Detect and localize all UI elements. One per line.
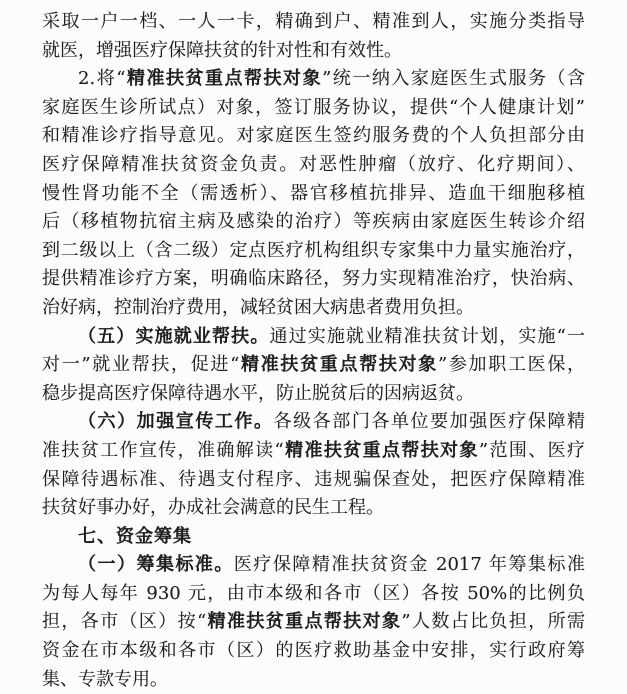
body-text: 提供精准诊疗方案，明确临床路径，努力实现精准治疗，快治病、 xyxy=(42,268,585,290)
text-line xyxy=(42,94,585,123)
text-line xyxy=(42,294,585,323)
emphasis-text: 七、资金筹集 xyxy=(78,525,192,547)
body-text: 和精准诊疗指导意见。对家庭医生签约服务费的个人负担部分由 xyxy=(42,125,585,147)
text-line xyxy=(42,8,585,37)
body-text: 后（移植物抗宿主病及感染的治疗）等疾病由家庭医生转诊介绍 xyxy=(42,211,585,233)
body-text: 家庭医生诊所试点）对象，签订服务协议，提供“个人健康计划” xyxy=(42,96,585,118)
text-line xyxy=(42,408,585,437)
body-text: 2.将“ xyxy=(78,68,126,90)
body-text: 治好病，控制治疗费用，减轻贫困大病患者费用负担。 xyxy=(42,296,474,318)
text-line xyxy=(42,437,585,466)
text-line xyxy=(42,37,585,66)
text-line xyxy=(42,637,585,666)
body-text: 慢性肾功能不全（需透析）、器官移植抗排异、造血干细胞移植 xyxy=(42,182,585,204)
body-text: 医疗保障精准扶贫资金负责。对恶性肿瘤（放疗、化疗期间）、 xyxy=(42,153,585,175)
text-line xyxy=(42,351,585,380)
body-text: 保障待遇标准、待遇支付程序、违规骗保查处，把医疗保障精准 xyxy=(42,468,585,490)
text-line xyxy=(42,180,585,209)
text-line xyxy=(42,380,585,409)
body-text: ”统一纳入家庭医生式服务（含 xyxy=(322,68,585,90)
body-text: 担，各市（区）按“ xyxy=(42,611,207,633)
text-line xyxy=(42,265,585,294)
text-line xyxy=(42,65,585,94)
text-line xyxy=(42,323,585,352)
body-text: 到二级以上（含二级）定点医疗机构组织专家集中力量实施治疗， xyxy=(42,239,585,261)
body-text: 资金在市本级和各市（区）的医疗救助基金中安排，实行政府筹 xyxy=(42,640,585,662)
emphasis-text: （五）实施就业帮扶。 xyxy=(78,325,270,347)
emphasis-text: （一）筹集标准。 xyxy=(78,554,234,576)
text-line xyxy=(42,666,585,694)
body-text: 医疗保障精准扶贫资金 2017 年筹集标准 xyxy=(233,554,585,576)
body-text: 为每人每年 930 元，由市本级和各市（区）各按 50%的比例负 xyxy=(42,582,585,604)
body-text: 稳步提高医疗保障待遇水平，防止脱贫后的因病返贫。 xyxy=(42,382,474,404)
text-line xyxy=(42,494,585,523)
text-line xyxy=(42,122,585,151)
body-text: 采取一户一档、一人一卡，精确到户、精准到人，实施分类指导 xyxy=(42,11,585,32)
body-text: 各级各部门各单位要加强医疗保障精 xyxy=(273,411,586,433)
body-text: 集、专款专用。 xyxy=(42,668,168,690)
text-line xyxy=(42,208,585,237)
emphasis-text: 精准扶贫重点帮扶对象 xyxy=(283,439,479,461)
text-line xyxy=(42,466,585,495)
body-text: ”参加职工医保， xyxy=(437,354,586,376)
body-text: ”范围、医疗 xyxy=(478,439,586,461)
text-line xyxy=(42,551,585,580)
emphasis-text: 精准扶贫重点帮扶对象 xyxy=(239,354,438,376)
body-text: 对一”就业帮扶，促进“ xyxy=(42,354,240,376)
section-heading xyxy=(42,523,585,552)
body-text: 扶贫好事办好，办成社会满意的民生工程。 xyxy=(42,497,384,519)
text-line xyxy=(42,580,585,609)
emphasis-text: 精准扶贫重点帮扶对象 xyxy=(125,68,323,90)
text-line xyxy=(42,151,585,180)
body-text: ”人数占比负担，所需 xyxy=(401,611,586,633)
text-line xyxy=(42,237,585,266)
body-text: 通过实施就业精准扶贫计划，实施“一 xyxy=(269,325,586,347)
body-text: 准扶贫工作宣传，准确解读“ xyxy=(42,439,284,461)
text-line xyxy=(42,608,585,637)
emphasis-text: 精准扶贫重点帮扶对象 xyxy=(206,611,402,633)
emphasis-text: （六）加强宣传工作。 xyxy=(78,411,274,433)
body-text: 就医，增强医疗保障扶贫的针对性和有效性。 xyxy=(42,39,402,61)
